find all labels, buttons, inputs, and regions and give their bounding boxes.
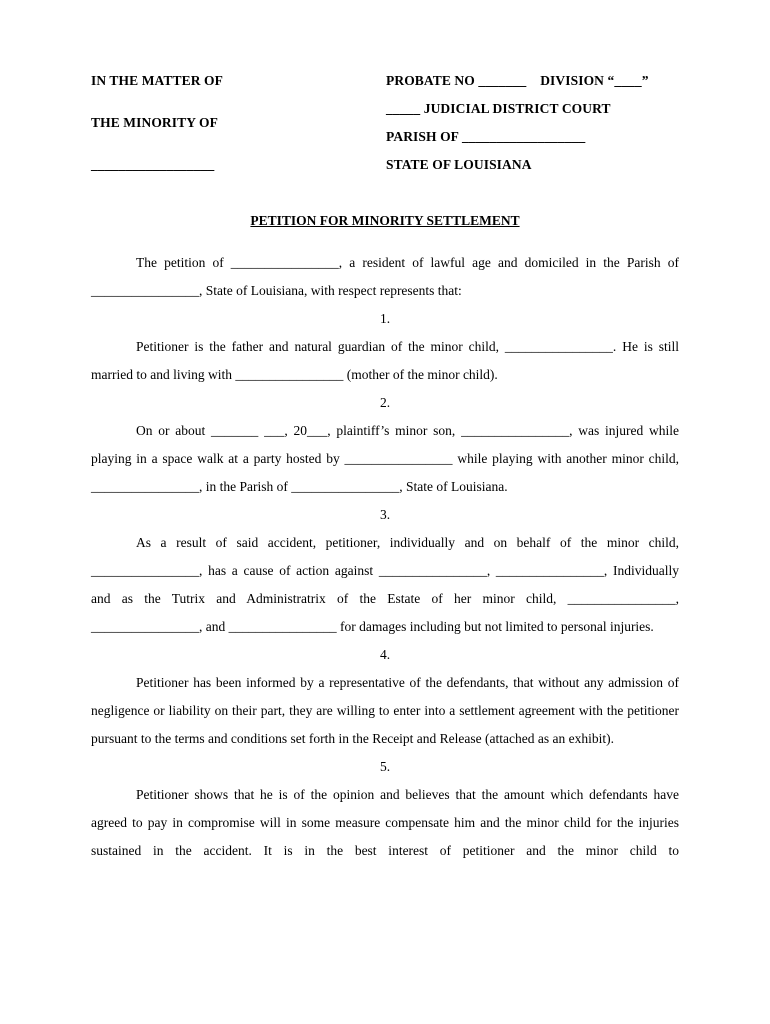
paragraph-number-4: 4.: [379, 647, 391, 662]
intro-paragraph: The petition of ________________, a resident of lawful age and domiciled in the Parish of ________________, State of Louisiana, with respect represents that:: [91, 255, 679, 298]
minor-name-blank: __________________: [91, 157, 215, 172]
court-line: _____ JUDICIAL DISTRICT COURT: [386, 101, 611, 116]
minority-heading: THE MINORITY OF: [91, 115, 219, 130]
paragraph-number-2: 2.: [379, 395, 391, 410]
paragraph-5: Petitioner shows that he is of the opinion and believes that the amount which defendants have agreed to pay in compromise will in some measure compensate him and the minor child for the injuries sustained in the accident. It is in the best interest of petitioner and the minor child to: [91, 787, 679, 858]
paragraph-4: Petitioner has been informed by a representative of the defendants, that without any admission of negligence or liability on their part, they are willing to enter into a settlement agreement with the petitioner pursuant to the terms and conditions set forth in the Receipt and Release (attached as an exhibit).: [91, 675, 679, 746]
paragraph-2: On or about _______ ___, 20___, plaintiff’s minor son, ________________, was injured while playing in a space walk at a party hosted by ________________ while playing with another minor child, ________________, in the Parish of ________________, State of Louisiana.: [91, 423, 679, 494]
state-line: STATE OF LOUISIANA: [386, 157, 532, 172]
paragraph-number-1: 1.: [379, 311, 391, 326]
paragraph-3: As a result of said accident, petitioner, individually and on behalf of the minor child, ________________, has a cause of action against ________________, ________________, Individually and as the Tutrix and Administratrix of the Estate of her minor child, ________________, ________________, and ________________ for damages including but not limited to personal injuries.: [91, 535, 679, 634]
parish-line: PARISH OF __________________: [386, 129, 586, 144]
paragraph-number-5: 5.: [379, 759, 391, 774]
paragraph-number-3: 3.: [379, 507, 391, 522]
probate-number-line: PROBATE NO _______ DIVISION “____”: [386, 73, 649, 88]
matter-heading: IN THE MATTER OF: [91, 73, 223, 88]
paragraph-1: Petitioner is the father and natural guardian of the minor child, ________________. He is still married to and living with ________________ (mother of the minor child).: [91, 339, 679, 382]
petition-body: [91, 249, 679, 865]
document-title: PETITION FOR MINORITY SETTLEMENT: [250, 213, 520, 228]
